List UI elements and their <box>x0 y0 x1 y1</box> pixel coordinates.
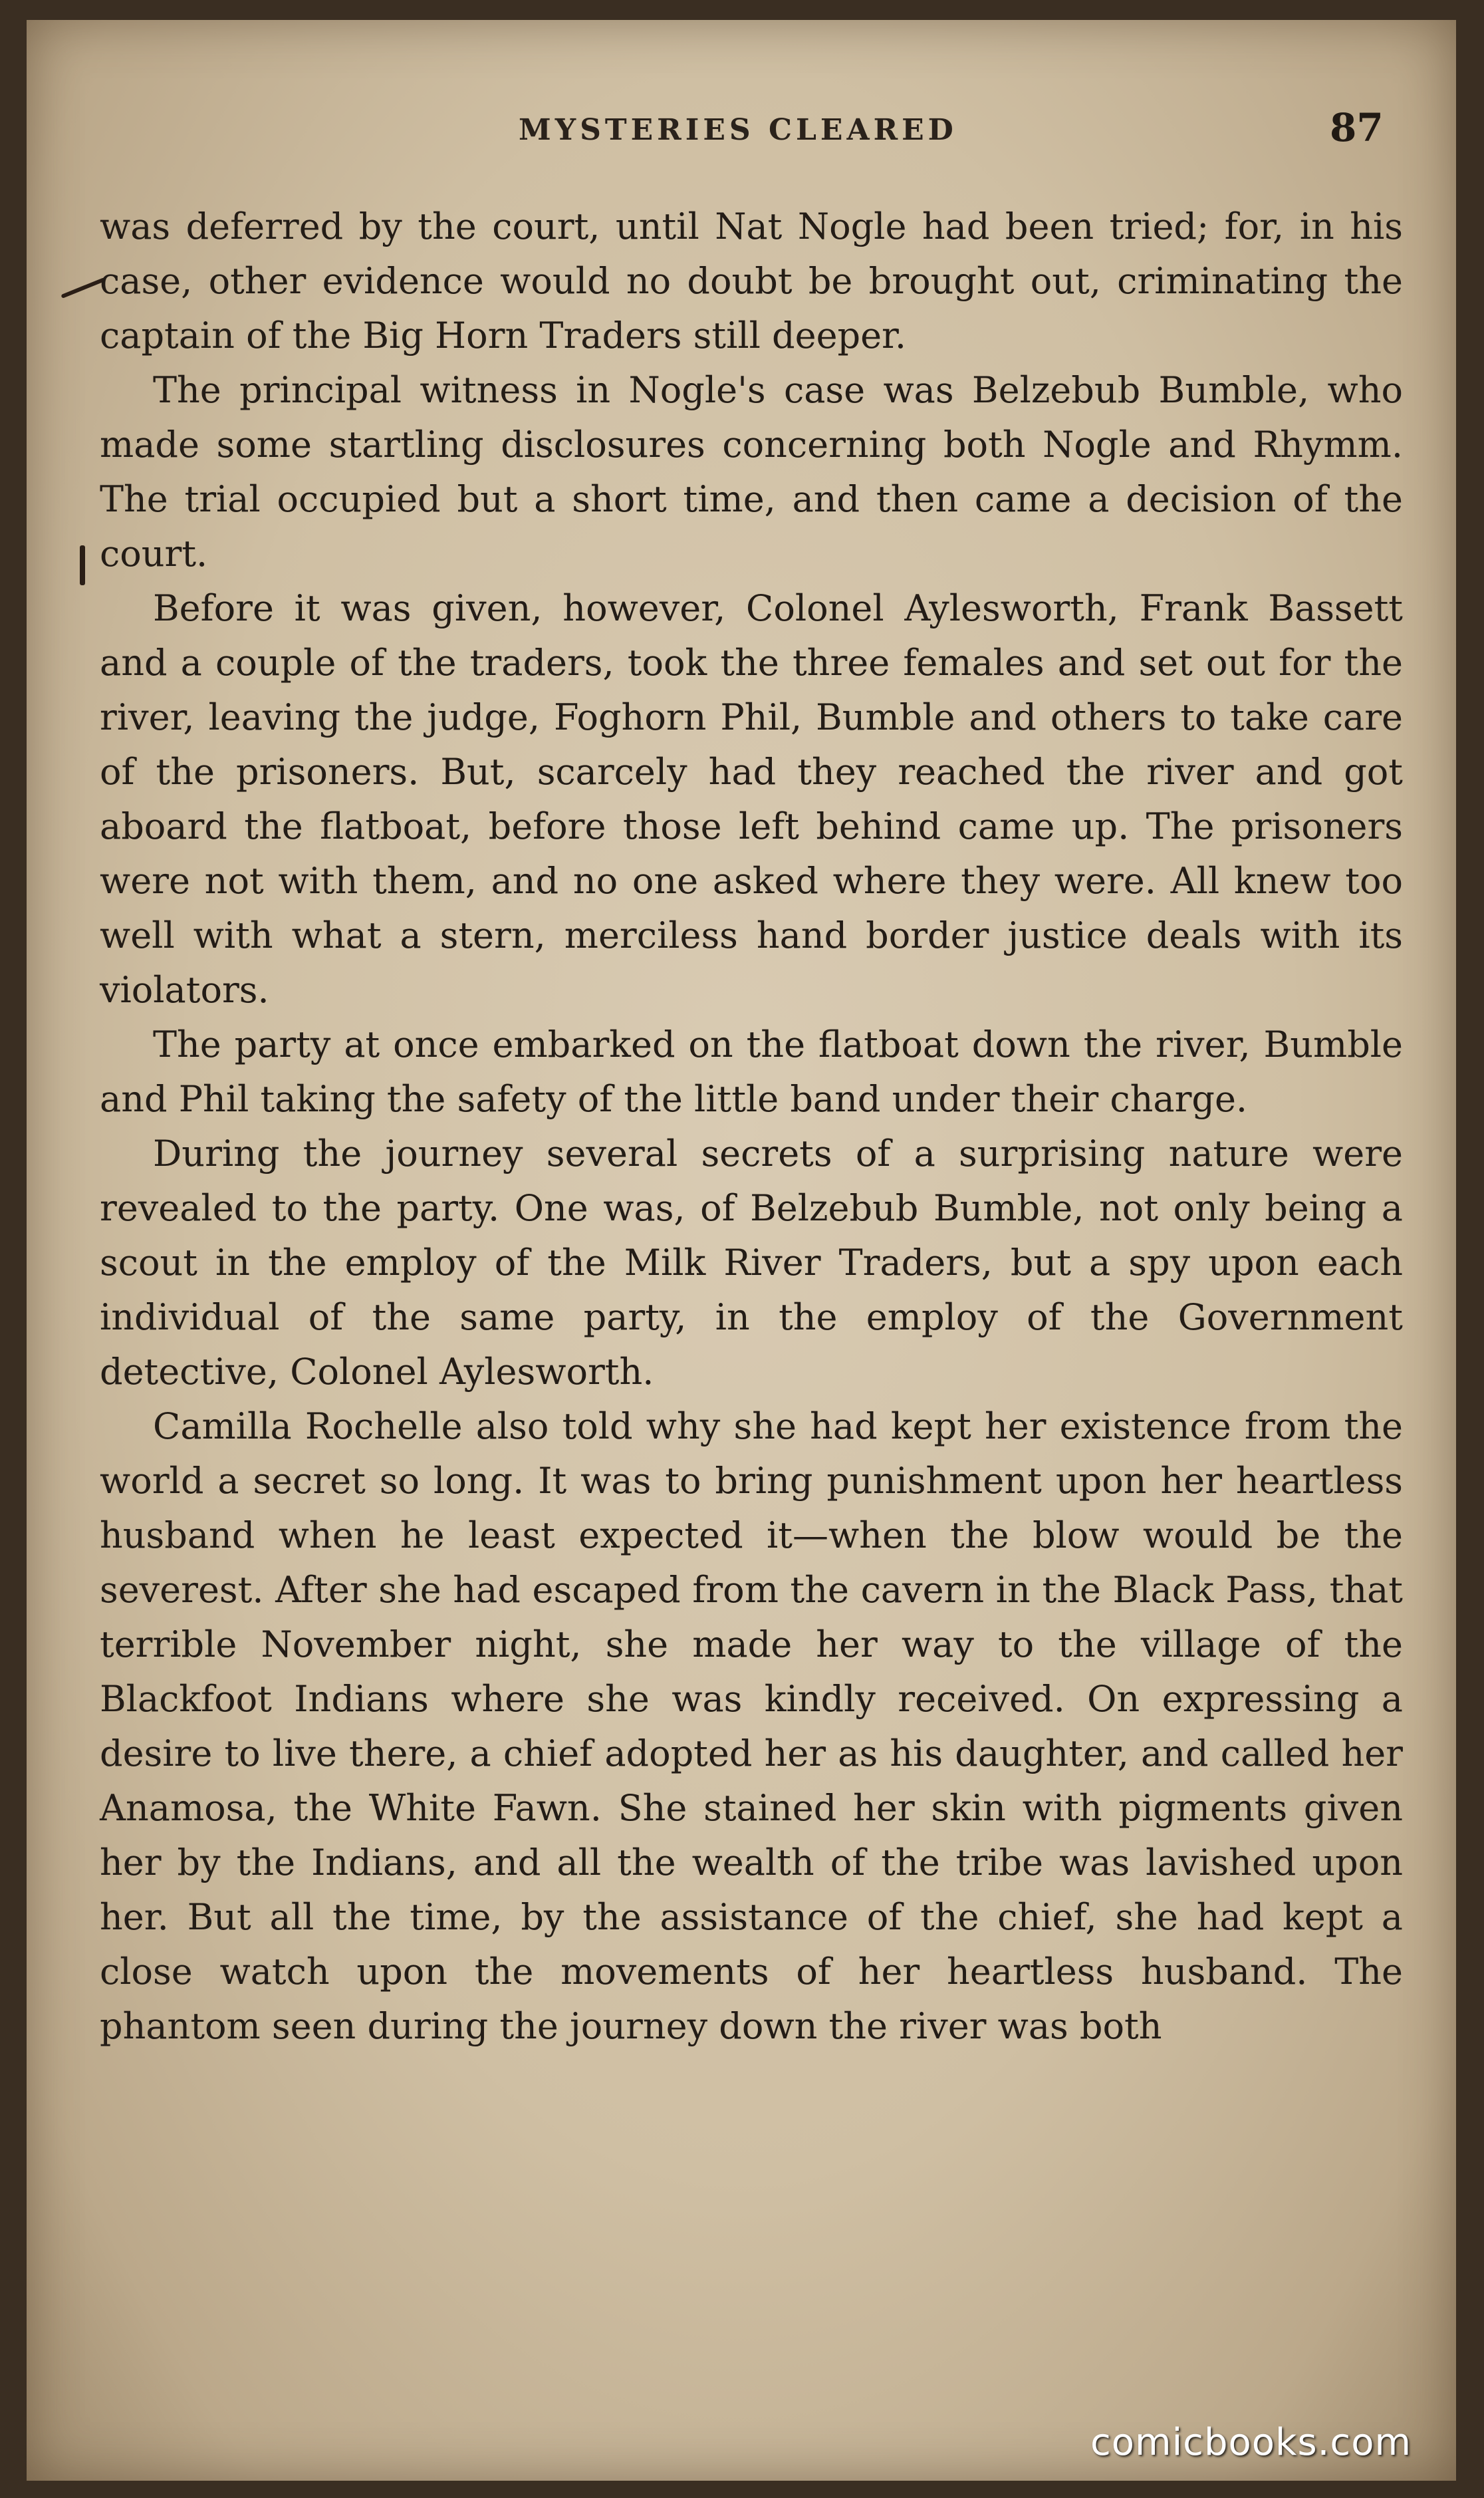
body-text <box>100 200 1403 2054</box>
paragraph: The principal witness in Nogle's case was Belzebub Bumble, who made some startling disclosures concerning both Nogle and Rhymm. The trial occupied but a short time, and then came a decision of the court. <box>100 369 1403 575</box>
paragraph: The party at once embarked on the flatboat down the river, Bumble and Phil taking the safety of the little band under their charge. <box>100 1024 1403 1120</box>
watermark: comicbooks.com <box>1090 2421 1412 2464</box>
page-number: 87 <box>1330 105 1384 150</box>
pencil-mark-icon <box>61 277 105 299</box>
page-header <box>27 100 1456 153</box>
pencil-mark-icon <box>80 545 85 585</box>
paragraph: Camilla Rochelle also told why she had kept her existence from the world a secret so long. It was to bring punishment upon her heartless husband when he least expected it—when the blow would be the severest. After she had escaped from the cavern in the Black Pass, that terrible November night, she made her way to the village of the Blackfoot Indians where she was kindly received. On expressing a desire to live there, a chief adopted her as his daughter, and called her Anamosa, the White Fawn. She stained her skin with pigments given her by the Indians, and all the wealth of the tribe was lavished upon her. But all the time, by the assistance of the chief, she had kept a close watch upon the movements of her heartless husband. The phantom seen during the journey down the river was both <box>100 1405 1403 2047</box>
paragraph: Before it was given, however, Colonel Aylesworth, Frank Bassett and a couple of the traders, took the three females and set out for the river, leaving the judge, Foghorn Phil, Bumble and others to take care of the prisoners. But, scarcely had they reached the river and got aboard the flatboat, before those left behind came up. The prisoners were not with them, and no one asked where they were. All knew too well with what a stern, merciless hand border justice deals with its violators. <box>100 587 1403 1011</box>
paragraph-continued: was deferred by the court, until Nat Nogle had been tried; for, in his case, other evidence would no doubt be brought out, criminating the captain of the Big Horn Traders still deeper. <box>100 206 1403 356</box>
paragraph: During the journey several secrets of a surprising nature were revealed to the party. One was, of Belzebub Bumble, not only being a scout in the employ of the Milk River Traders, but a spy upon each individual of the same party, in the employ of the Government detective, Colonel Aylesworth. <box>100 1133 1403 1393</box>
book-page <box>27 20 1456 2481</box>
running-head: MYSTERIES CLEARED <box>519 113 957 147</box>
